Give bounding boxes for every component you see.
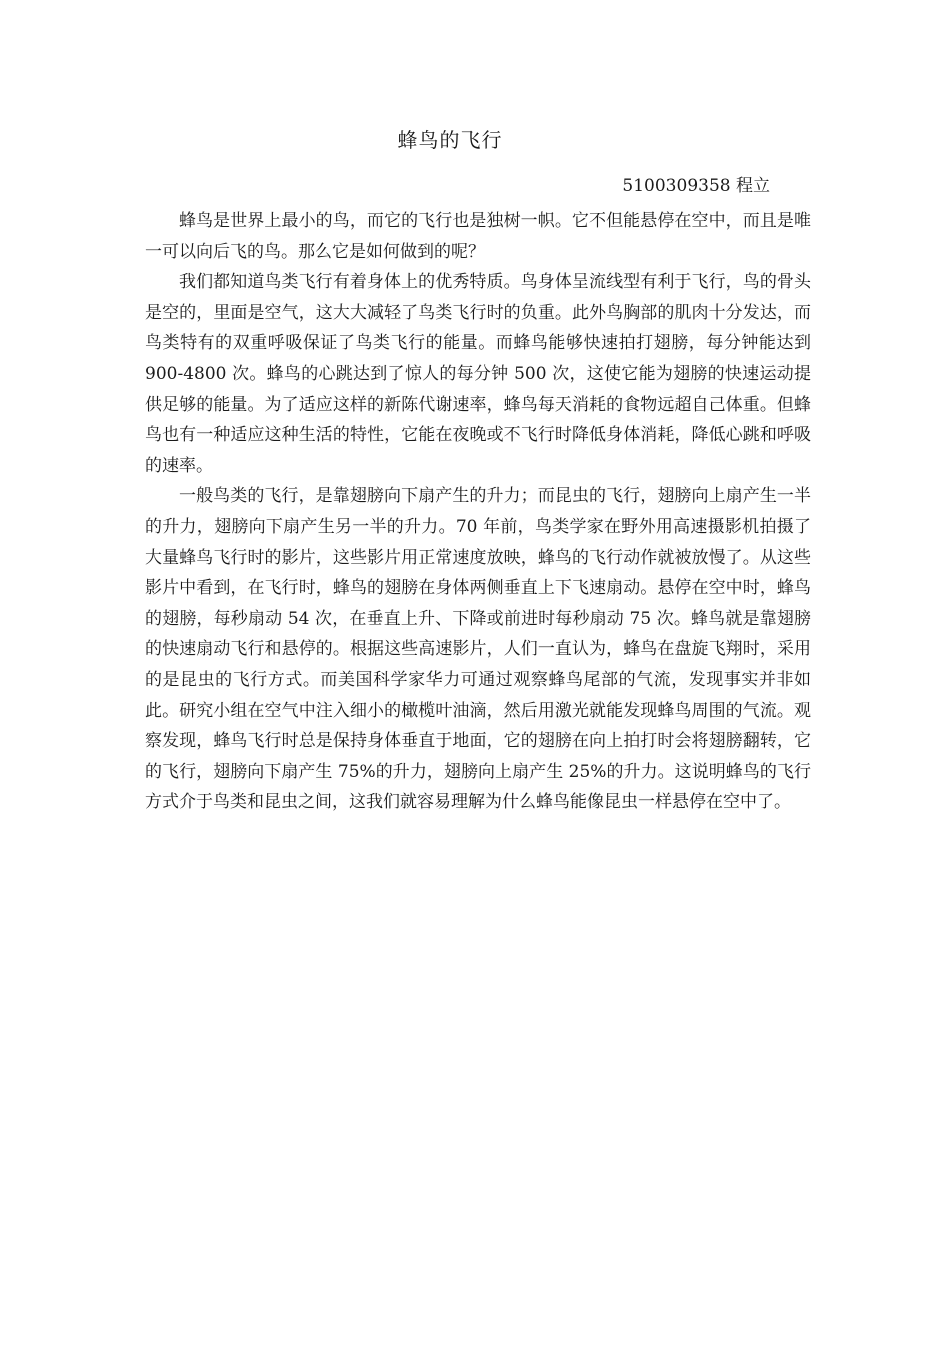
- paragraph-intro: 蜂鸟是世界上最小的鸟，而它的飞行也是独树一帜。它不但能悬停在空中，而且是唯一可以向后飞的鸟。那么它是如何做到的呢？: [145, 211, 811, 262]
- paragraph-flight-research: 一般鸟类的飞行，是靠翅膀向下扇产生的升力；而昆虫的飞行，翅膀向上扇产生一半的升力，翅膀向下扇产生另一半的升力。70 年前，鸟类学家在野外用高速摄影机拍摄了大量蜂鸟飞行时的影片，这些影片用正常速度放映，蜂鸟的飞行动作就被放慢了。从这些影片中看到，在飞行时，蜂鸟的翅膀在身体两侧垂直上下飞速扇动。悬停在空中时，蜂鸟的翅膀，每秒扇动 54 次，在垂直上升、下降或前进时每秒扇动 75 次。蜂鸟就是靠翅膀的快速扇动飞行和悬停的。根据这些高速影片，人们一直认为，蜂鸟在盘旋飞翔时，采用的是昆虫的飞行方式。而美国科学家华力可通过观察蜂鸟尾部的气流，发现事实并非如此。研究小组在空气中注入细小的橄榄叶油滴，然后用激光就能发现蜂鸟周围的气流。观察发现，蜂鸟飞行时总是保持身体垂直于地面，它的翅膀在向上拍打时会将翅膀翻转，它的飞行，翅膀向下扇产生 75%的升力，翅膀向上扇产生 25%的升力。这说明蜂鸟的飞行方式介于鸟类和昆虫之间，这我们就容易理解为什么蜂鸟能像昆虫一样悬停在空中了。: [145, 486, 811, 813]
- paragraph-physiology: 我们都知道鸟类飞行有着身体上的优秀特质。鸟身体呈流线型有利于飞行，鸟的骨头是空的，里面是空气，这大大减轻了鸟类飞行时的负重。此外鸟胸部的肌肉十分发达，而鸟类特有的双重呼吸保证了鸟类飞行的能量。而蜂鸟能够快速拍打翅膀，每分钟能达到 900-4800 次。蜂鸟的心跳达到了惊人的每分钟 500 次，这使它能为翅膀的快速运动提供足够的能量。为了适应这样的新陈代谢速率，蜂鸟每天消耗的食物远超自己体重。但蜂鸟也有一种适应这种生活的特性，它能在夜晚或不飞行时降低身体消耗，降低心跳和呼吸的速率。: [145, 272, 811, 476]
- author-line: 5100309358 程立: [622, 176, 770, 196]
- document-body: [145, 206, 811, 818]
- document-title: 蜂鸟的飞行: [397, 128, 503, 152]
